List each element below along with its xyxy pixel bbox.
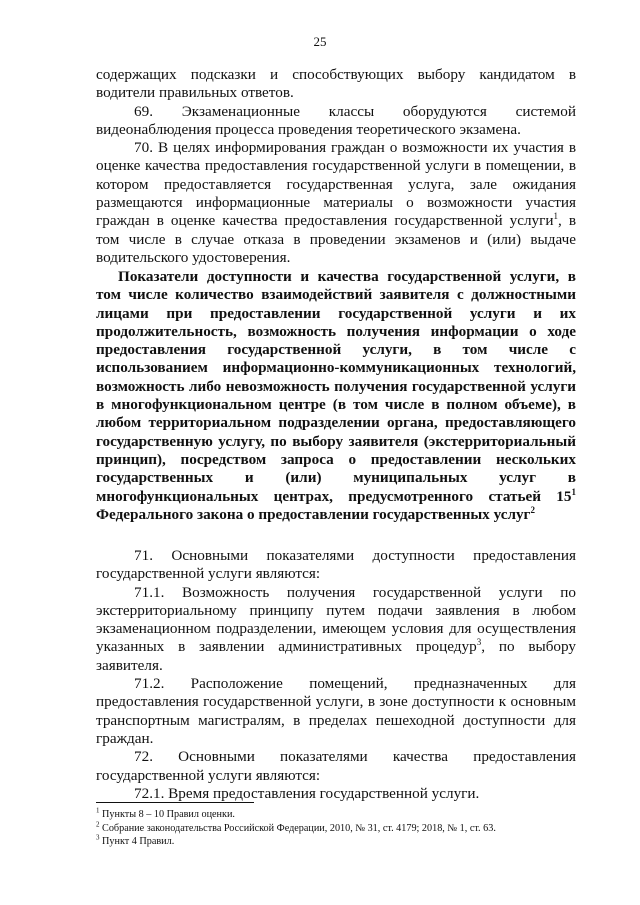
- top-text-block: [96, 66, 576, 267]
- heading-main-text: Показатели доступности и качества государственной услуги, в том числе количество взаимодействий заявителя с должностными лицами при предоставлении государственной услуги и их продолжительность, возможность получения информации о ходе предоставления государственной услуги, в том числе с использованием информационно-коммуникационных технологий, возможность либо невозможность получения государственной услуги в многофункциональном центре (в том числе в полном объеме), в любом территориальном подразделении органа, предоставляющего государственную услугу, по выбору заявителя (экстерриториальный принцип), посредством запроса о предоставлении нескольких государственных и (или) муниципальных услуг в многофункциональных центрах, предусмотренного статьей 15: [96, 268, 576, 505]
- paragraph-71-2: 71.2. Расположение помещений, предназначенных для предоставления государственной услуги, в зоне доступности к основным транспортным магистралям, в пределах пешеходной доступности для граждан.: [96, 675, 576, 747]
- page-number: 25: [313, 34, 327, 49]
- footnotes: [96, 808, 576, 849]
- footnote-text: Пункты 8 – 10 Правил оценки.: [99, 809, 235, 820]
- footnote-ref-1[interactable]: 1: [553, 211, 558, 222]
- heading-tail-text: Федерального закона о предоставлении государственных услуг: [96, 505, 531, 523]
- footnote-text: Собрание законодательства Российской Федерации, 2010, № 31, ст. 4179; 2018, № 1, ст. 63.: [99, 822, 496, 834]
- footnote-divider: [96, 802, 254, 803]
- article-superscript: 1: [571, 486, 576, 497]
- footnote-text: Пункт 4 Правил.: [99, 836, 175, 847]
- paragraph-70: [96, 139, 576, 267]
- paragraph-72: 72. Основными показателями качества предоставления государственной услуги являются:: [96, 748, 576, 784]
- paragraph-71: 71. Основными показателями доступности предоставления государственной услуги являются:: [96, 547, 576, 583]
- paragraph-69: 69. Экзаменационные классы оборудуются системой видеонаблюдения процесса проведения теоретического экзамена.: [96, 102, 576, 138]
- paragraph-70-text-end: , в том числе в случае отказа в проведении экзаменов и (или) выдаче водительского удостоверения.: [96, 212, 577, 266]
- section-heading-text: [96, 268, 576, 524]
- footnote-1: [96, 808, 576, 822]
- footnote-mark: 1: [96, 806, 100, 815]
- paragraph-71-1: [96, 584, 576, 675]
- paragraph-71-1-text: 71.1. Возможность получения государственной услуги по экстерриториальному принципу путем подачи заявления в любом экзаменационном подразделении, имеющем условия для осуществления указанных в заявлении административных процедур: [96, 583, 576, 656]
- footnote-mark: 3: [96, 833, 100, 842]
- paragraph-continued: содержащих подсказки и способствующих выбору кандидатом в водители правильных ответов.: [96, 66, 576, 102]
- paragraph-72-1: 72.1. Время предоставления государственной услуги.: [134, 784, 480, 802]
- paragraph-70-text: 70. В целях информирования граждан о возможности их участия в оценке качества предоставления государственной услуги в помещении, в котором предоставляется государственная услуга, зале ожидания размещаются информационные материалы о возможности участия граждан в оценке качества предоставления государственной услуги: [96, 139, 576, 230]
- footnote-mark: 2: [96, 820, 100, 829]
- footnote-ref-3[interactable]: 3: [476, 637, 482, 648]
- bottom-text-block: [96, 547, 576, 803]
- section-heading: [96, 268, 576, 524]
- footnote-2: [96, 822, 576, 836]
- footnote-3: [96, 835, 576, 849]
- paragraph-71-1-text-end: , по выбору заявителя.: [96, 638, 577, 674]
- footnote-ref-2[interactable]: 2: [530, 504, 535, 515]
